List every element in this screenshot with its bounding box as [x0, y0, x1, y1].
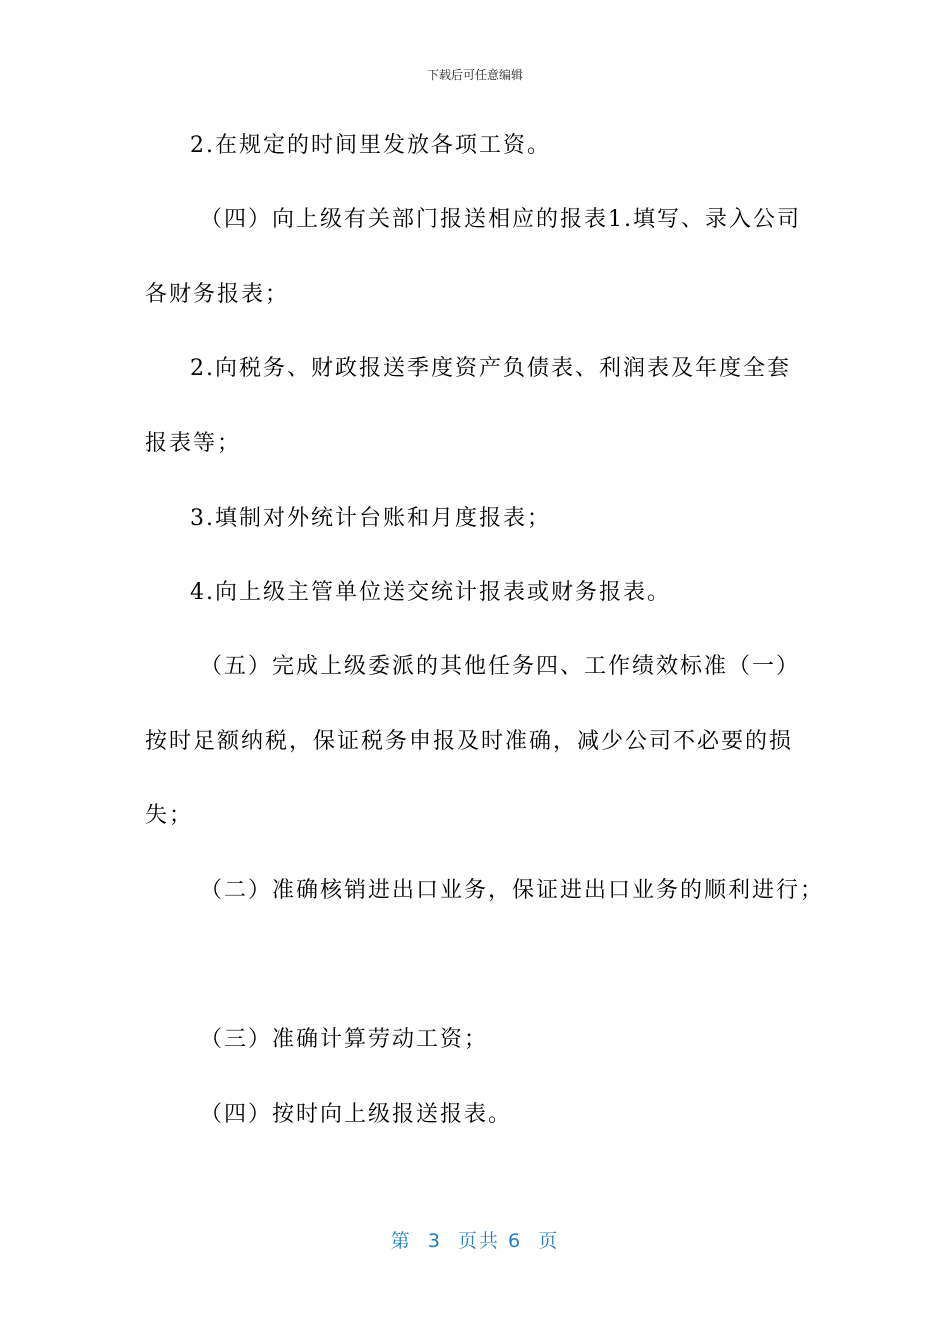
paragraph-line: 按时足额纳税，保证税务申报及时准确，减少公司不必要的损	[145, 729, 794, 754]
paragraph-line: （二）准确核销进出口业务，保证进出口业务的顺利进行；	[200, 878, 825, 903]
page-header: 下载后可任意编辑	[426, 68, 523, 82]
paragraph-line: （五）完成上级委派的其他任务四、工作绩效标准（一）	[200, 654, 801, 679]
paragraph-line: （三）准确计算劳动工资；	[200, 1027, 489, 1052]
paragraph-line: （四）按时向上级报送报表。	[200, 1102, 513, 1127]
paragraph-line: （四）向上级有关部门报送相应的报表1.填写、录入公司	[200, 207, 801, 232]
paragraph-line: 2.在规定的时间里发放各项工资。	[190, 133, 551, 158]
paragraph-line: 报表等；	[145, 431, 242, 456]
paragraph-line: 4.向上级主管单位送交统计报表或财务报表。	[190, 580, 671, 605]
paragraph-line: 2.向税务、财政报送季度资产负债表、利润表及年度全套	[190, 356, 791, 381]
paragraph-line: 失；	[145, 803, 194, 828]
paragraph-line: 3.填制对外统计台账和月度报表；	[190, 506, 551, 531]
page-number-footer: 第 3 页共 6 页	[390, 1230, 560, 1252]
paragraph-line: 各财务报表；	[145, 282, 290, 307]
